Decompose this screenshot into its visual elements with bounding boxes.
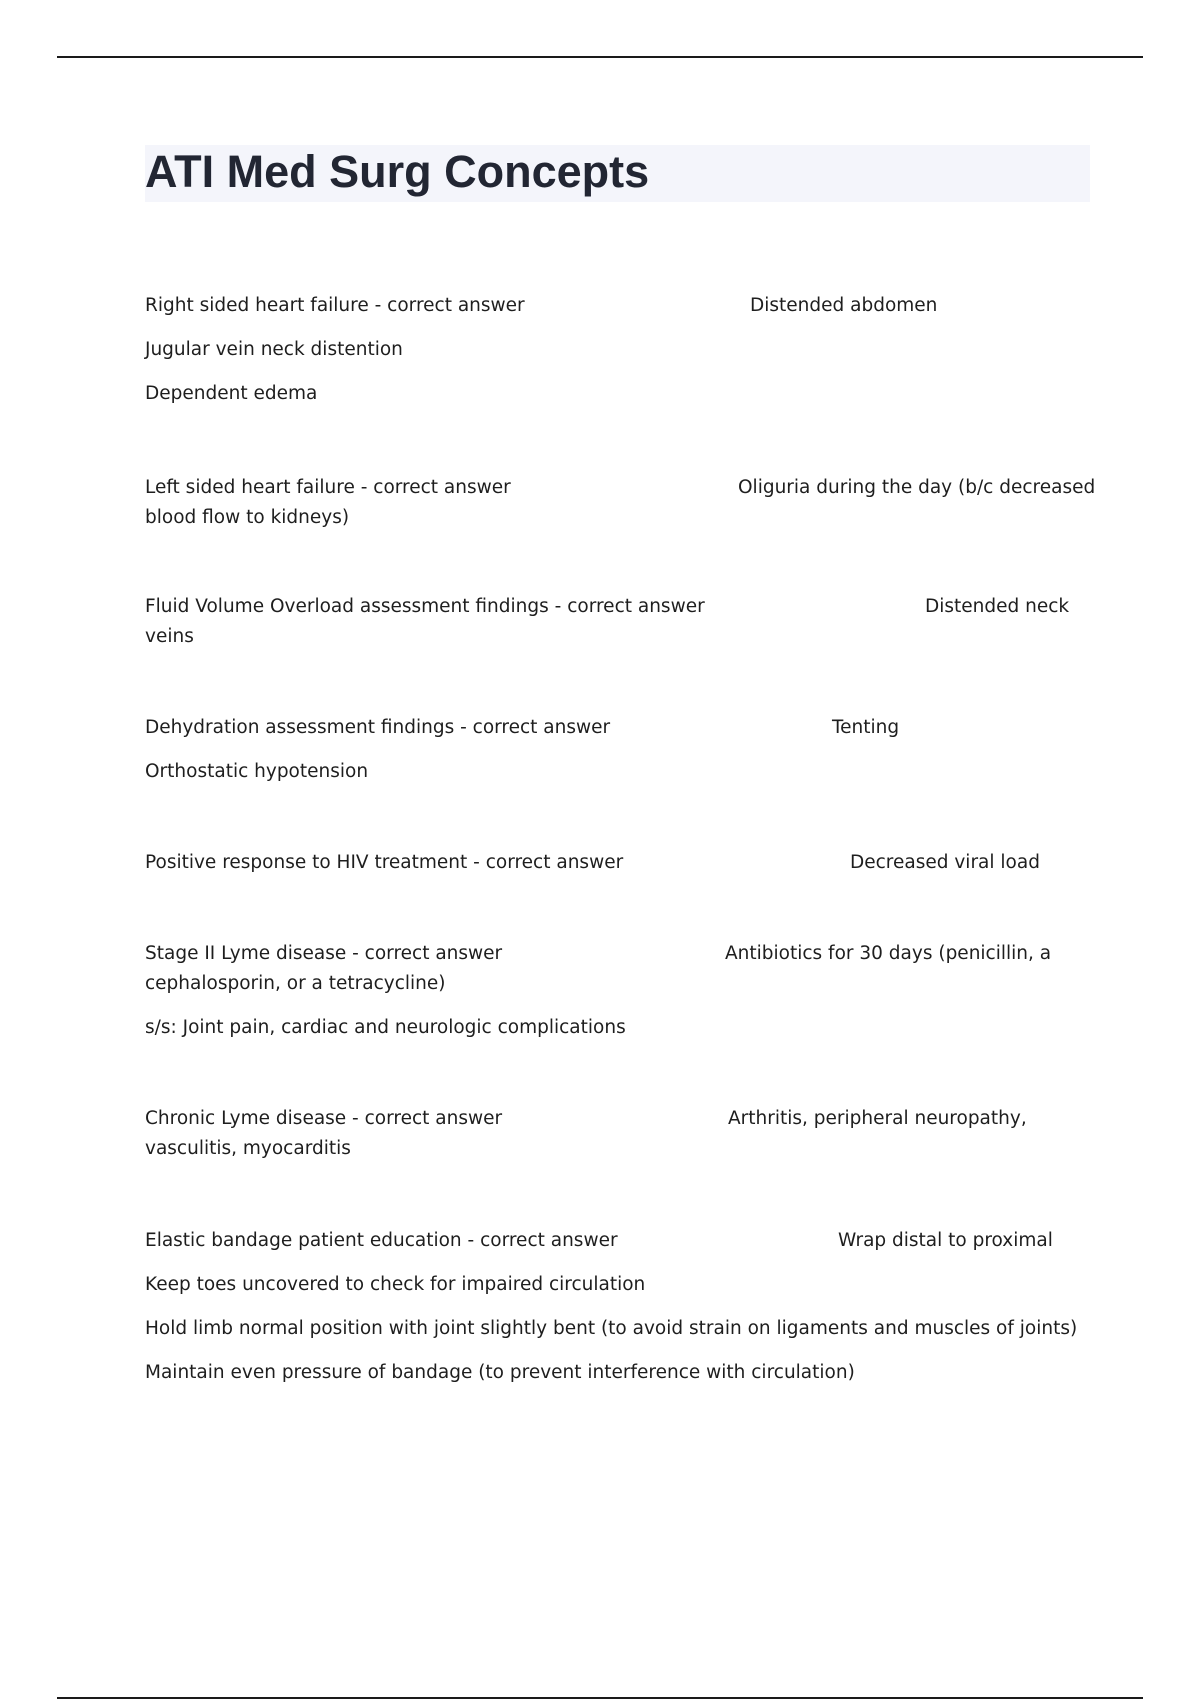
qa-item <box>145 592 1085 652</box>
answer-text: Oliguria during the day (b/c decreased <box>738 477 1096 498</box>
extra-line: Dependent edema <box>145 383 318 404</box>
qa-line <box>145 1226 1085 1256</box>
question-text: Dehydration assessment findings - correct answer <box>145 717 611 738</box>
question-text: Chronic Lyme disease - correct answer <box>145 1108 503 1129</box>
page-title: ATI Med Surg Concepts <box>145 146 650 197</box>
extra-line: Maintain even pressure of bandage (to prevent interference with circulation) <box>145 1362 855 1383</box>
qa-item <box>145 713 1085 787</box>
question-text: Stage II Lyme disease - correct answer <box>145 943 503 964</box>
answer-text: Distended abdomen <box>750 295 938 316</box>
qa-item <box>145 848 1085 878</box>
question-text: Fluid Volume Overload assessment findings - correct answer <box>145 596 705 617</box>
qa-item <box>145 939 1085 1043</box>
qa-line <box>145 291 1085 321</box>
top-rule <box>57 56 1143 58</box>
qa-line <box>145 713 1085 743</box>
extra-line: Hold limb normal position with joint slightly bent (to avoid strain on ligaments and muscles of joints) <box>145 1318 1078 1339</box>
qa-line <box>145 1104 1085 1134</box>
extra-line: s/s: Joint pain, cardiac and neurologic complications <box>145 1017 626 1038</box>
qa-line <box>145 473 1096 503</box>
answer-continuation: veins <box>145 626 194 647</box>
extra-line: Keep toes uncovered to check for impaired circulation <box>145 1274 646 1295</box>
qa-item <box>145 291 1085 409</box>
qa-item <box>145 1226 1085 1388</box>
answer-text: Tenting <box>832 717 900 738</box>
answer-text: Wrap distal to proximal <box>838 1230 1053 1251</box>
question-text: Right sided heart failure - correct answer <box>145 295 525 316</box>
question-text: Left sided heart failure - correct answer <box>145 477 511 498</box>
qa-item <box>145 473 1096 533</box>
extra-line: Jugular vein neck distention <box>145 339 403 360</box>
answer-continuation: blood flow to kidneys) <box>145 507 350 528</box>
question-text: Positive response to HIV treatment - correct answer <box>145 852 624 873</box>
extra-line: Orthostatic hypotension <box>145 761 369 782</box>
qa-line <box>145 592 1085 622</box>
question-text: Elastic bandage patient education - correct answer <box>145 1230 618 1251</box>
answer-text: Antibiotics for 30 days (penicillin, a <box>725 943 1052 964</box>
qa-line <box>145 848 1085 878</box>
answer-text: Decreased viral load <box>850 852 1040 873</box>
answer-continuation: cephalosporin, or a tetracycline) <box>145 973 446 994</box>
answer-continuation: vasculitis, myocarditis <box>145 1138 351 1159</box>
answer-text: Distended neck <box>925 596 1070 617</box>
answer-text: Arthritis, peripheral neuropathy, <box>728 1108 1027 1129</box>
qa-item <box>145 1104 1085 1164</box>
qa-line <box>145 939 1085 969</box>
bottom-rule <box>57 1697 1143 1699</box>
